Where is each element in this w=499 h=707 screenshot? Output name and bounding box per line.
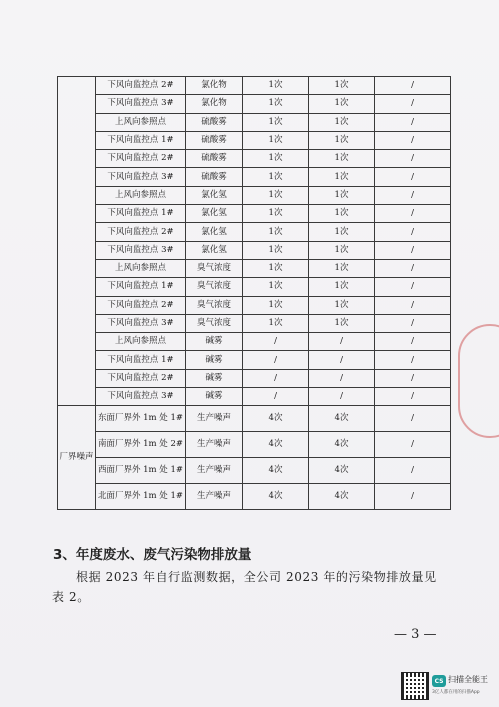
monitoring-item-cell: 生产噪声 (186, 406, 243, 432)
monitoring-item-cell: 氯化氢 (186, 186, 243, 204)
table-row (58, 186, 451, 204)
remark-cell: / (375, 351, 451, 369)
frequency-b-cell: / (309, 369, 375, 387)
table-row (58, 296, 451, 314)
frequency-a-cell: 4次 (243, 406, 309, 432)
frequency-b-cell: 4次 (309, 458, 375, 484)
frequency-a-cell: 1次 (243, 205, 309, 223)
section-paragraph-text: 根据 2023 年自行监测数据，全公司 2023 年的污染物排放量见表 2。 (52, 570, 437, 604)
frequency-b-cell: 1次 (309, 150, 375, 168)
table-row (58, 223, 451, 241)
monitoring-item-cell: 碱雾 (186, 333, 243, 351)
remark-cell: / (375, 113, 451, 131)
frequency-b-cell: 1次 (309, 314, 375, 332)
table-row (58, 484, 451, 510)
monitoring-table (57, 76, 451, 510)
category-cell (58, 77, 96, 406)
table-row (58, 241, 451, 259)
remark-cell: / (375, 406, 451, 432)
table-row (58, 351, 451, 369)
scanner-app-name: 扫描全能王 (448, 675, 488, 684)
remark-cell: / (375, 484, 451, 510)
frequency-b-cell: 1次 (309, 77, 375, 95)
frequency-b-cell: / (309, 351, 375, 369)
remark-cell: / (375, 186, 451, 204)
remark-cell: / (375, 432, 451, 458)
frequency-a-cell: 1次 (243, 131, 309, 149)
scanner-tagline: 3亿人都在用的扫描App (432, 690, 480, 695)
frequency-b-cell: 4次 (309, 406, 375, 432)
frequency-a-cell: / (243, 369, 309, 387)
monitoring-point-cell: 下风向监控点 1# (96, 205, 186, 223)
monitoring-item-cell: 氯化物 (186, 77, 243, 95)
monitoring-item-cell: 生产噪声 (186, 432, 243, 458)
frequency-b-cell: 1次 (309, 296, 375, 314)
table-row (58, 77, 451, 95)
frequency-a-cell: 1次 (243, 296, 309, 314)
table-row (58, 131, 451, 149)
monitoring-item-cell: 氯化氢 (186, 241, 243, 259)
table-row (58, 259, 451, 277)
frequency-a-cell: 4次 (243, 484, 309, 510)
qr-code-icon (402, 673, 428, 699)
table-row (58, 278, 451, 296)
monitoring-item-cell: 碱雾 (186, 388, 243, 406)
frequency-a-cell: 1次 (243, 95, 309, 113)
monitoring-item-cell: 氯化氢 (186, 223, 243, 241)
section-heading: 3、年度废水、废气污染物排放量 (53, 547, 252, 563)
monitoring-point-cell: 东面厂界外 1m 处 1# (96, 406, 186, 432)
monitoring-item-cell: 臭气浓度 (186, 278, 243, 296)
remark-cell: / (375, 131, 451, 149)
frequency-a-cell: / (243, 333, 309, 351)
frequency-a-cell: 1次 (243, 186, 309, 204)
table-row (58, 95, 451, 113)
remark-cell: / (375, 77, 451, 95)
frequency-b-cell: 1次 (309, 131, 375, 149)
monitoring-item-cell: 碱雾 (186, 351, 243, 369)
monitoring-point-cell: 下风向监控点 1# (96, 278, 186, 296)
remark-cell: / (375, 388, 451, 406)
monitoring-item-cell: 硫酸雾 (186, 150, 243, 168)
frequency-b-cell: 1次 (309, 95, 375, 113)
frequency-a-cell: 1次 (243, 278, 309, 296)
scanner-watermark (402, 673, 492, 701)
monitoring-point-cell: 北面厂界外 1m 处 1# (96, 484, 186, 510)
frequency-b-cell: 4次 (309, 432, 375, 458)
monitoring-point-cell: 南面厂界外 1m 处 2# (96, 432, 186, 458)
frequency-a-cell: 1次 (243, 77, 309, 95)
frequency-b-cell: 1次 (309, 241, 375, 259)
frequency-b-cell: 1次 (309, 205, 375, 223)
monitoring-item-cell: 生产噪声 (186, 458, 243, 484)
monitoring-item-cell: 臭气浓度 (186, 259, 243, 277)
monitoring-point-cell: 上风向参照点 (96, 259, 186, 277)
frequency-b-cell: 1次 (309, 223, 375, 241)
monitoring-point-cell: 下风向监控点 1# (96, 351, 186, 369)
frequency-b-cell: 1次 (309, 113, 375, 131)
category-cell: 厂界噪声 (58, 406, 96, 510)
monitoring-point-cell: 下风向监控点 3# (96, 314, 186, 332)
camscanner-logo-icon: CS (432, 675, 446, 687)
remark-cell: / (375, 150, 451, 168)
table-row (58, 333, 451, 351)
frequency-a-cell: 1次 (243, 223, 309, 241)
frequency-b-cell: 1次 (309, 168, 375, 186)
frequency-a-cell: 1次 (243, 259, 309, 277)
frequency-a-cell: 1次 (243, 241, 309, 259)
monitoring-point-cell: 下风向监控点 1# (96, 131, 186, 149)
remark-cell: / (375, 205, 451, 223)
table-row (58, 432, 451, 458)
monitoring-table-body (58, 77, 451, 510)
table-row (58, 314, 451, 332)
table-row (58, 113, 451, 131)
frequency-a-cell: 1次 (243, 150, 309, 168)
frequency-a-cell: 4次 (243, 432, 309, 458)
monitoring-point-cell: 上风向参照点 (96, 186, 186, 204)
frequency-a-cell: / (243, 388, 309, 406)
monitoring-point-cell: 下风向监控点 2# (96, 77, 186, 95)
frequency-a-cell: 1次 (243, 168, 309, 186)
remark-cell: / (375, 95, 451, 113)
frequency-a-cell: 1次 (243, 314, 309, 332)
frequency-a-cell: 4次 (243, 458, 309, 484)
monitoring-item-cell: 臭气浓度 (186, 296, 243, 314)
monitoring-point-cell: 下风向监控点 3# (96, 168, 186, 186)
remark-cell: / (375, 168, 451, 186)
frequency-b-cell: 1次 (309, 259, 375, 277)
monitoring-point-cell: 西面厂界外 1m 处 1# (96, 458, 186, 484)
monitoring-point-cell: 上风向参照点 (96, 333, 186, 351)
remark-cell: / (375, 259, 451, 277)
remark-cell: / (375, 333, 451, 351)
frequency-b-cell: / (309, 333, 375, 351)
table-row (58, 406, 451, 432)
monitoring-item-cell: 硫酸雾 (186, 168, 243, 186)
remark-cell: / (375, 296, 451, 314)
monitoring-point-cell: 下风向监控点 2# (96, 296, 186, 314)
monitoring-item-cell: 硫酸雾 (186, 131, 243, 149)
seal-stamp (458, 324, 499, 438)
page-number: — 3 — (394, 627, 437, 642)
table-row (58, 369, 451, 387)
monitoring-item-cell: 碱雾 (186, 369, 243, 387)
monitoring-item-cell: 硫酸雾 (186, 113, 243, 131)
monitoring-point-cell: 下风向监控点 3# (96, 95, 186, 113)
remark-cell: / (375, 458, 451, 484)
monitoring-point-cell: 下风向监控点 3# (96, 241, 186, 259)
monitoring-item-cell: 氯化氢 (186, 205, 243, 223)
monitoring-item-cell: 生产噪声 (186, 484, 243, 510)
remark-cell: / (375, 278, 451, 296)
remark-cell: / (375, 223, 451, 241)
table-row (58, 205, 451, 223)
table-row (58, 150, 451, 168)
remark-cell: / (375, 369, 451, 387)
frequency-b-cell: 4次 (309, 484, 375, 510)
frequency-a-cell: 1次 (243, 113, 309, 131)
remark-cell: / (375, 241, 451, 259)
table-row (58, 388, 451, 406)
frequency-b-cell: 1次 (309, 186, 375, 204)
section-paragraph (52, 567, 447, 607)
frequency-b-cell: 1次 (309, 278, 375, 296)
frequency-b-cell: / (309, 388, 375, 406)
monitoring-point-cell: 下风向监控点 2# (96, 223, 186, 241)
monitoring-item-cell: 氯化物 (186, 95, 243, 113)
frequency-a-cell: / (243, 351, 309, 369)
table-row (58, 458, 451, 484)
monitoring-point-cell: 下风向监控点 2# (96, 369, 186, 387)
monitoring-point-cell: 下风向监控点 3# (96, 388, 186, 406)
table-row (58, 168, 451, 186)
monitoring-point-cell: 上风向参照点 (96, 113, 186, 131)
monitoring-point-cell: 下风向监控点 2# (96, 150, 186, 168)
remark-cell: / (375, 314, 451, 332)
monitoring-item-cell: 臭气浓度 (186, 314, 243, 332)
